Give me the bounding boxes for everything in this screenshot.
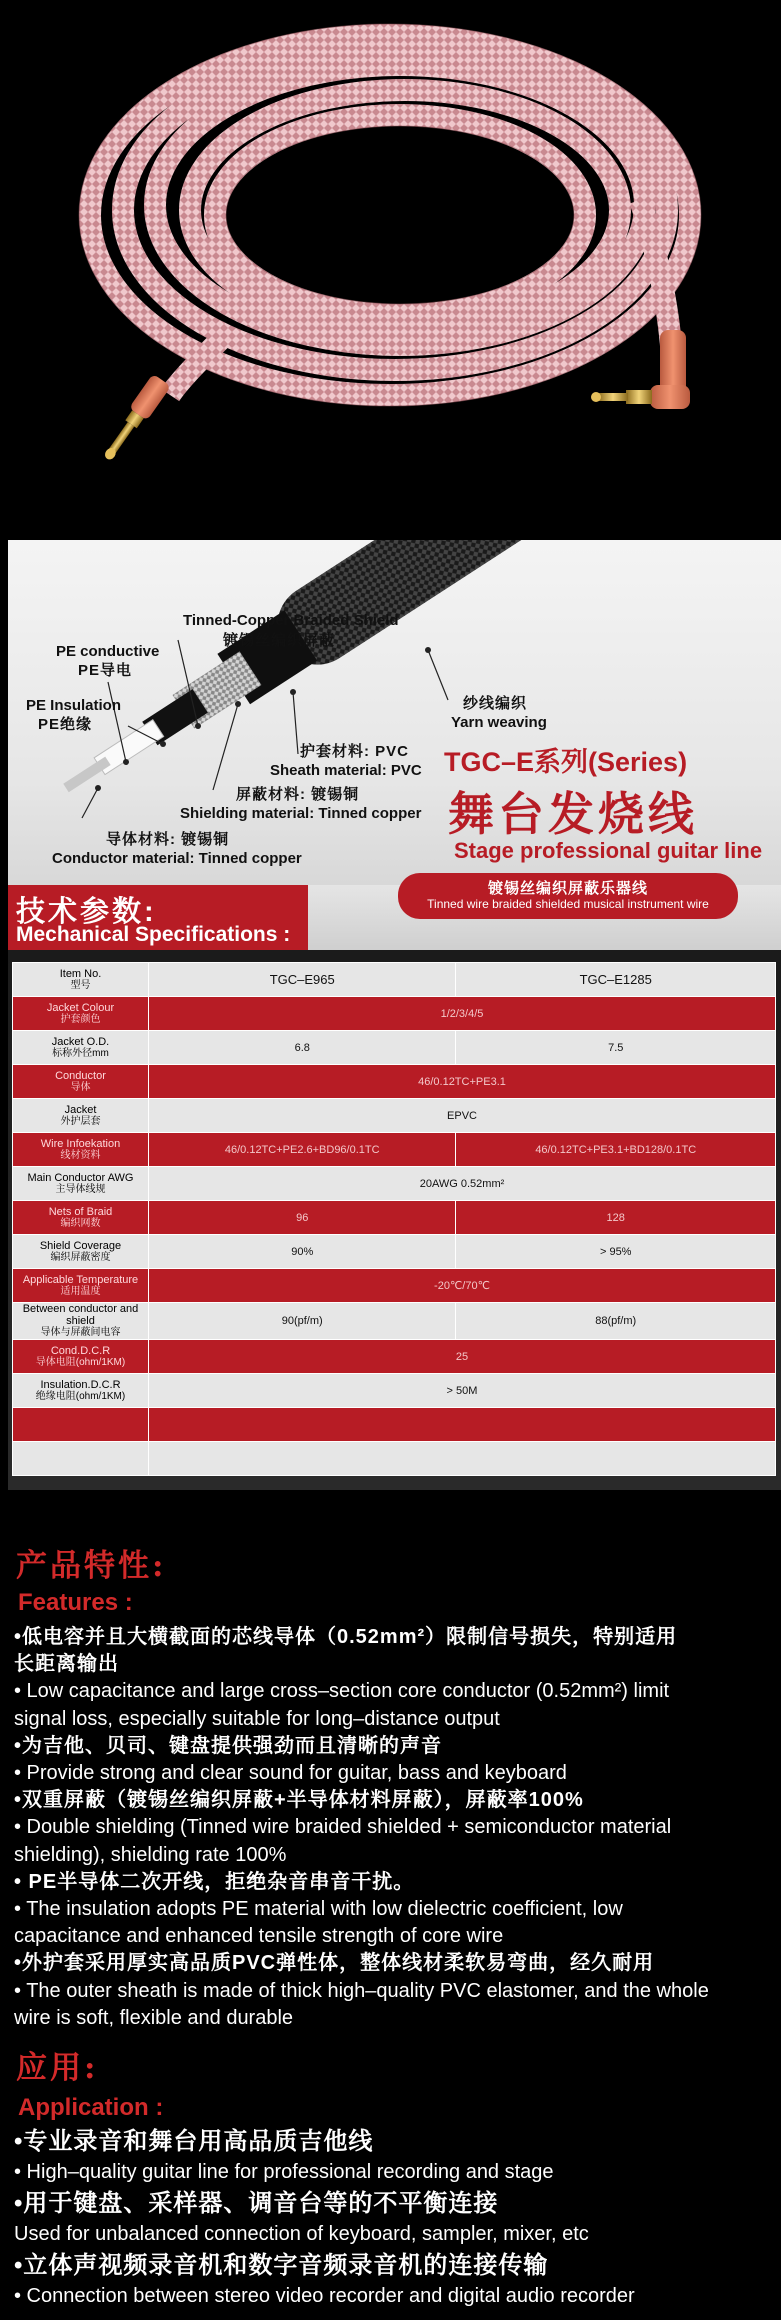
- row-label-cn: 导体电阻(ohm/1KM): [35, 1356, 126, 1368]
- table-row: [13, 1133, 776, 1167]
- label-yarn: Yarn weaving: [451, 714, 547, 731]
- row-label-en: Main Conductor AWG: [27, 1171, 134, 1184]
- row-value: EPVC: [149, 1099, 776, 1133]
- coiled-cable-illustration: [0, 0, 781, 540]
- spec-header-bar: [308, 880, 781, 950]
- row-label-cn: 外护层套: [60, 1115, 101, 1127]
- table-row: [13, 997, 776, 1031]
- table-row: [13, 1408, 776, 1442]
- row-label: [13, 1167, 149, 1201]
- row-value-col2: 88(pf/m): [456, 1303, 776, 1340]
- label-yarn-cn: 纱线编织: [463, 695, 528, 712]
- spec-table-panel: [8, 950, 781, 1490]
- application-line: •用于键盘、采样器、调音台等的不平衡连接: [14, 2190, 499, 2217]
- row-label: [13, 1269, 149, 1303]
- header-col2: TGC–E1285: [456, 963, 776, 997]
- header-col1: TGC–E965: [149, 963, 456, 997]
- row-label: [13, 1408, 149, 1442]
- table-row: [13, 1442, 776, 1476]
- feature-line: •外护套采用厚实高品质PVC弹性体，整体线材柔软易弯曲，经久耐用: [14, 1952, 655, 1975]
- row-label-en: Between conductor and shield: [22, 1303, 139, 1327]
- row-label-cn: 导体与屏蔽间电容: [40, 1327, 121, 1338]
- label-shielding-cn: 屏蔽材料: 镀锡铜: [236, 786, 360, 803]
- row-value: 46/0.12TC+PE3.1: [149, 1065, 776, 1099]
- row-label-en: Wire Infoekation: [40, 1137, 121, 1150]
- row-label-en: Nets of Braid: [48, 1205, 113, 1218]
- spec-heading-cn: 技术参数:: [16, 896, 157, 928]
- row-label-en: Insulation.D.C.R: [40, 1378, 121, 1391]
- product-banner-en: Tinned wire braided shielded musical instrument wire: [427, 897, 709, 911]
- main-title: 舞台发烧线: [448, 787, 698, 841]
- row-label-en: Jacket O.D.: [51, 1035, 110, 1048]
- row-label: [13, 1442, 149, 1476]
- application-line: •立体声视频录音机和数字音频录音机的连接传输: [14, 2252, 549, 2279]
- spec-heading-en: Mechanical Specifications :: [16, 923, 291, 946]
- application-line: • High–quality guitar line for professional recording and stage: [14, 2161, 554, 2183]
- row-value: 20AWG 0.52mm²: [149, 1167, 776, 1201]
- row-value-col1: 90%: [149, 1235, 456, 1269]
- row-value-col1: 46/0.12TC+PE2.6+BD96/0.1TC: [149, 1133, 456, 1167]
- row-label-cn: 绝缘电阻(ohm/1KM): [35, 1390, 126, 1402]
- row-value: -20℃/70℃: [149, 1269, 776, 1303]
- feature-line: • Provide strong and clear sound for guitar, bass and keyboard: [14, 1762, 567, 1784]
- row-label-en: Cond.D.C.R: [50, 1344, 111, 1357]
- label-tinned-shield-cn: 镀锡丝编织屏蔽: [223, 632, 336, 649]
- table-row: [13, 1269, 776, 1303]
- row-label-en: Shield Coverage: [39, 1239, 122, 1252]
- row-label: [13, 1340, 149, 1374]
- row-label-en: Jacket: [64, 1103, 97, 1116]
- row-label-cn: 标称外径mm: [52, 1047, 109, 1059]
- row-label-cn: 线材资料: [60, 1149, 101, 1161]
- row-label: [13, 1201, 149, 1235]
- row-value-col2: 128: [456, 1201, 776, 1235]
- feature-line: • PE半导体二次开线，拒绝杂音串音干扰。: [14, 1870, 415, 1893]
- feature-line: •低电容并且大横截面的芯线导体（0.52mm²）限制信号损失，特别适用: [14, 1626, 678, 1648]
- table-row: [13, 1340, 776, 1374]
- feature-line: •为吉他、贝司、键盘提供强劲而且清晰的声音: [14, 1734, 443, 1757]
- table-row: [13, 1374, 776, 1408]
- application-heading-en: Application :: [18, 2094, 164, 2121]
- row-label-cn: 适用温度: [60, 1285, 101, 1297]
- row-label: [13, 1133, 149, 1167]
- row-value-col2: 46/0.12TC+PE3.1+BD128/0.1TC: [456, 1133, 776, 1167]
- row-label-en: Conductor: [55, 1069, 106, 1082]
- row-label: [13, 1031, 149, 1065]
- row-label-cn: 编织屏蔽密度: [50, 1251, 111, 1263]
- feature-line: wire is soft, flexible and durable: [14, 2006, 294, 2029]
- table-row: [13, 1167, 776, 1201]
- spec-heading: [8, 885, 308, 950]
- row-label-cn: 导体: [70, 1081, 91, 1093]
- feature-line: shielding), shielding rate 100%: [14, 1843, 287, 1866]
- row-label: [13, 997, 149, 1031]
- feature-line: • Double shielding (Tinned wire braided shielded + semiconductor material: [14, 1816, 672, 1839]
- row-value-col1: 96: [149, 1201, 456, 1235]
- row-label: [13, 1099, 149, 1133]
- row-label: [13, 1374, 149, 1408]
- table-row: [13, 1303, 776, 1340]
- row-value: > 50M: [149, 1374, 776, 1408]
- header-label-cn: 型号: [70, 979, 91, 991]
- feature-line: 长距离输出: [14, 1653, 119, 1676]
- row-value-col1: 6.8: [149, 1031, 456, 1065]
- row-label-cn: 主导体线规: [55, 1183, 106, 1195]
- features-heading-cn: 产品特性:: [16, 1548, 167, 1584]
- cable-structure-diagram: [8, 540, 781, 885]
- table-row: [13, 1099, 776, 1133]
- label-sheath: Sheath material: PVC: [270, 762, 422, 779]
- label-sheath-cn: 护套材料: PVC: [300, 743, 410, 760]
- label-conductor-cn: 导体材料: 镀锡铜: [106, 831, 230, 848]
- features-section: [0, 1500, 781, 2320]
- table-row: [13, 1065, 776, 1099]
- row-value: 1/2/3/4/5: [149, 997, 776, 1031]
- label-tinned-shield: Tinned-Copper Braided Shield: [183, 612, 399, 629]
- label-pe-insulation: PE Insulation: [26, 697, 122, 714]
- row-label: [13, 1235, 149, 1269]
- feature-line: • The outer sheath is made of thick high–quality PVC elastomer, and the whole: [14, 1979, 709, 2002]
- label-shielding: Shielding material: Tinned copper: [180, 805, 422, 822]
- row-value: 25: [149, 1340, 776, 1374]
- table-row: [13, 1031, 776, 1065]
- row-label-en: Applicable Temperature: [22, 1273, 139, 1286]
- feature-line: capacitance and enhanced tensile strength of core wire: [14, 1925, 504, 1948]
- product-banner-cn: 镀锡丝编织屏蔽乐器线: [487, 880, 648, 897]
- row-label-cn: 护套颜色: [60, 1013, 101, 1025]
- main-title-en: Stage professional guitar line: [454, 838, 763, 863]
- feature-line: •双重屏蔽（镀锡丝编织屏蔽+半导体材料屏蔽），屏蔽率100%: [14, 1789, 584, 1812]
- label-pe-insulation-cn: PE绝缘: [38, 716, 93, 733]
- product-hero-image: [0, 0, 781, 540]
- row-label: [13, 1303, 149, 1340]
- application-heading-cn: 应用:: [16, 2050, 99, 2086]
- application-line: •专业录音和舞台用高品质吉他线: [14, 2128, 374, 2155]
- spec-table: [12, 962, 776, 1476]
- label-conductor: Conductor material: Tinned copper: [52, 850, 302, 867]
- row-value-col2: > 95%: [456, 1235, 776, 1269]
- application-line: Used for unbalanced connection of keyboard, sampler, mixer, etc: [14, 2223, 589, 2245]
- table-row: [13, 1201, 776, 1235]
- features-heading-en: Features :: [18, 1589, 133, 1616]
- row-value-col1: 90(pf/m): [149, 1303, 456, 1340]
- product-banner: [398, 873, 738, 919]
- header-label: [13, 963, 149, 997]
- row-value: [149, 1408, 776, 1442]
- label-pe-conductive-cn: PE导电: [78, 662, 133, 679]
- table-row: [13, 1235, 776, 1269]
- row-label: [13, 1065, 149, 1099]
- header-label-en: Item No.: [59, 967, 102, 980]
- feature-line: • The insulation adopts PE material with low dielectric coefficient, low: [14, 1898, 623, 1920]
- row-label-en: Jacket Colour: [46, 1001, 115, 1014]
- row-value: [149, 1442, 776, 1476]
- feature-line: • Low capacitance and large cross–section core conductor (0.52mm²) limit: [14, 1680, 670, 1703]
- label-pe-conductive: PE conductive: [56, 643, 160, 660]
- series-title: TGC–E系列(Series): [444, 747, 688, 777]
- row-label-cn: 编织网数: [60, 1217, 101, 1229]
- table-header-row: [13, 963, 776, 997]
- row-value-col2: 7.5: [456, 1031, 776, 1065]
- application-line: • Connection between stereo video recorder and digital audio recorder: [14, 2285, 635, 2307]
- feature-line: signal loss, especially suitable for long–distance output: [14, 1707, 500, 1730]
